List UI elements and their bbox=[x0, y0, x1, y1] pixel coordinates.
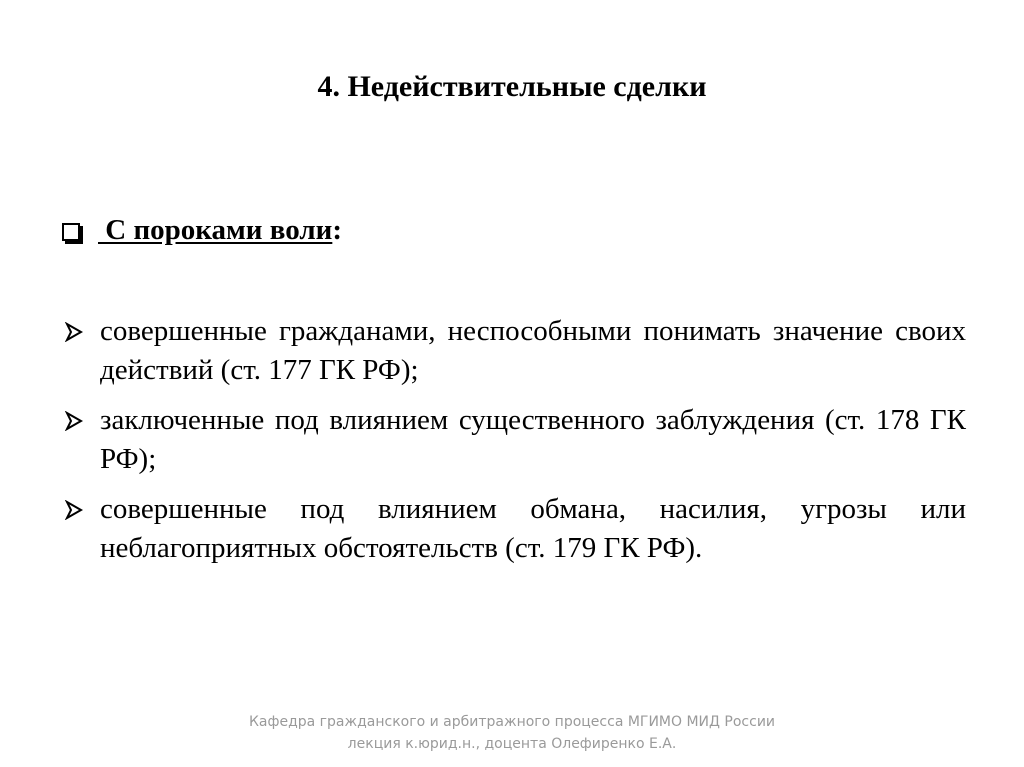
section-heading-label: С пороками воли bbox=[98, 214, 333, 246]
list-item bbox=[62, 490, 966, 568]
footer-line-2: лекция к.юрид.н., доцента Олефиренко Е.А. bbox=[347, 736, 677, 752]
bullet-text: заключенные под влиянием существенного заблуждения (ст. 178 ГК РФ); bbox=[100, 404, 966, 475]
bullet-text: совершенные под влиянием обмана, насилия, угрозы или неблагоприятных обстоятельств (ст. 179 ГК РФ). bbox=[100, 493, 966, 564]
arrow-bullet-icon bbox=[64, 411, 84, 431]
section-heading bbox=[62, 214, 342, 247]
footer bbox=[0, 711, 1024, 755]
slide-title: 4. Недействительные сделки bbox=[317, 70, 707, 103]
section-heading-suffix: : bbox=[332, 214, 342, 246]
arrow-bullet-icon bbox=[64, 500, 84, 520]
checkbox-bullet-icon bbox=[62, 223, 80, 241]
footer-line-1: Кафедра гражданского и арбитражного процесса МГИМО МИД России bbox=[248, 714, 776, 730]
bullet-text: совершенные гражданами, неспособными понимать значение своих действий (ст. 177 ГК РФ); bbox=[100, 315, 966, 386]
arrow-bullet-icon bbox=[64, 322, 84, 342]
bullet-list bbox=[62, 312, 966, 579]
list-item bbox=[62, 401, 966, 479]
list-item bbox=[62, 312, 966, 390]
